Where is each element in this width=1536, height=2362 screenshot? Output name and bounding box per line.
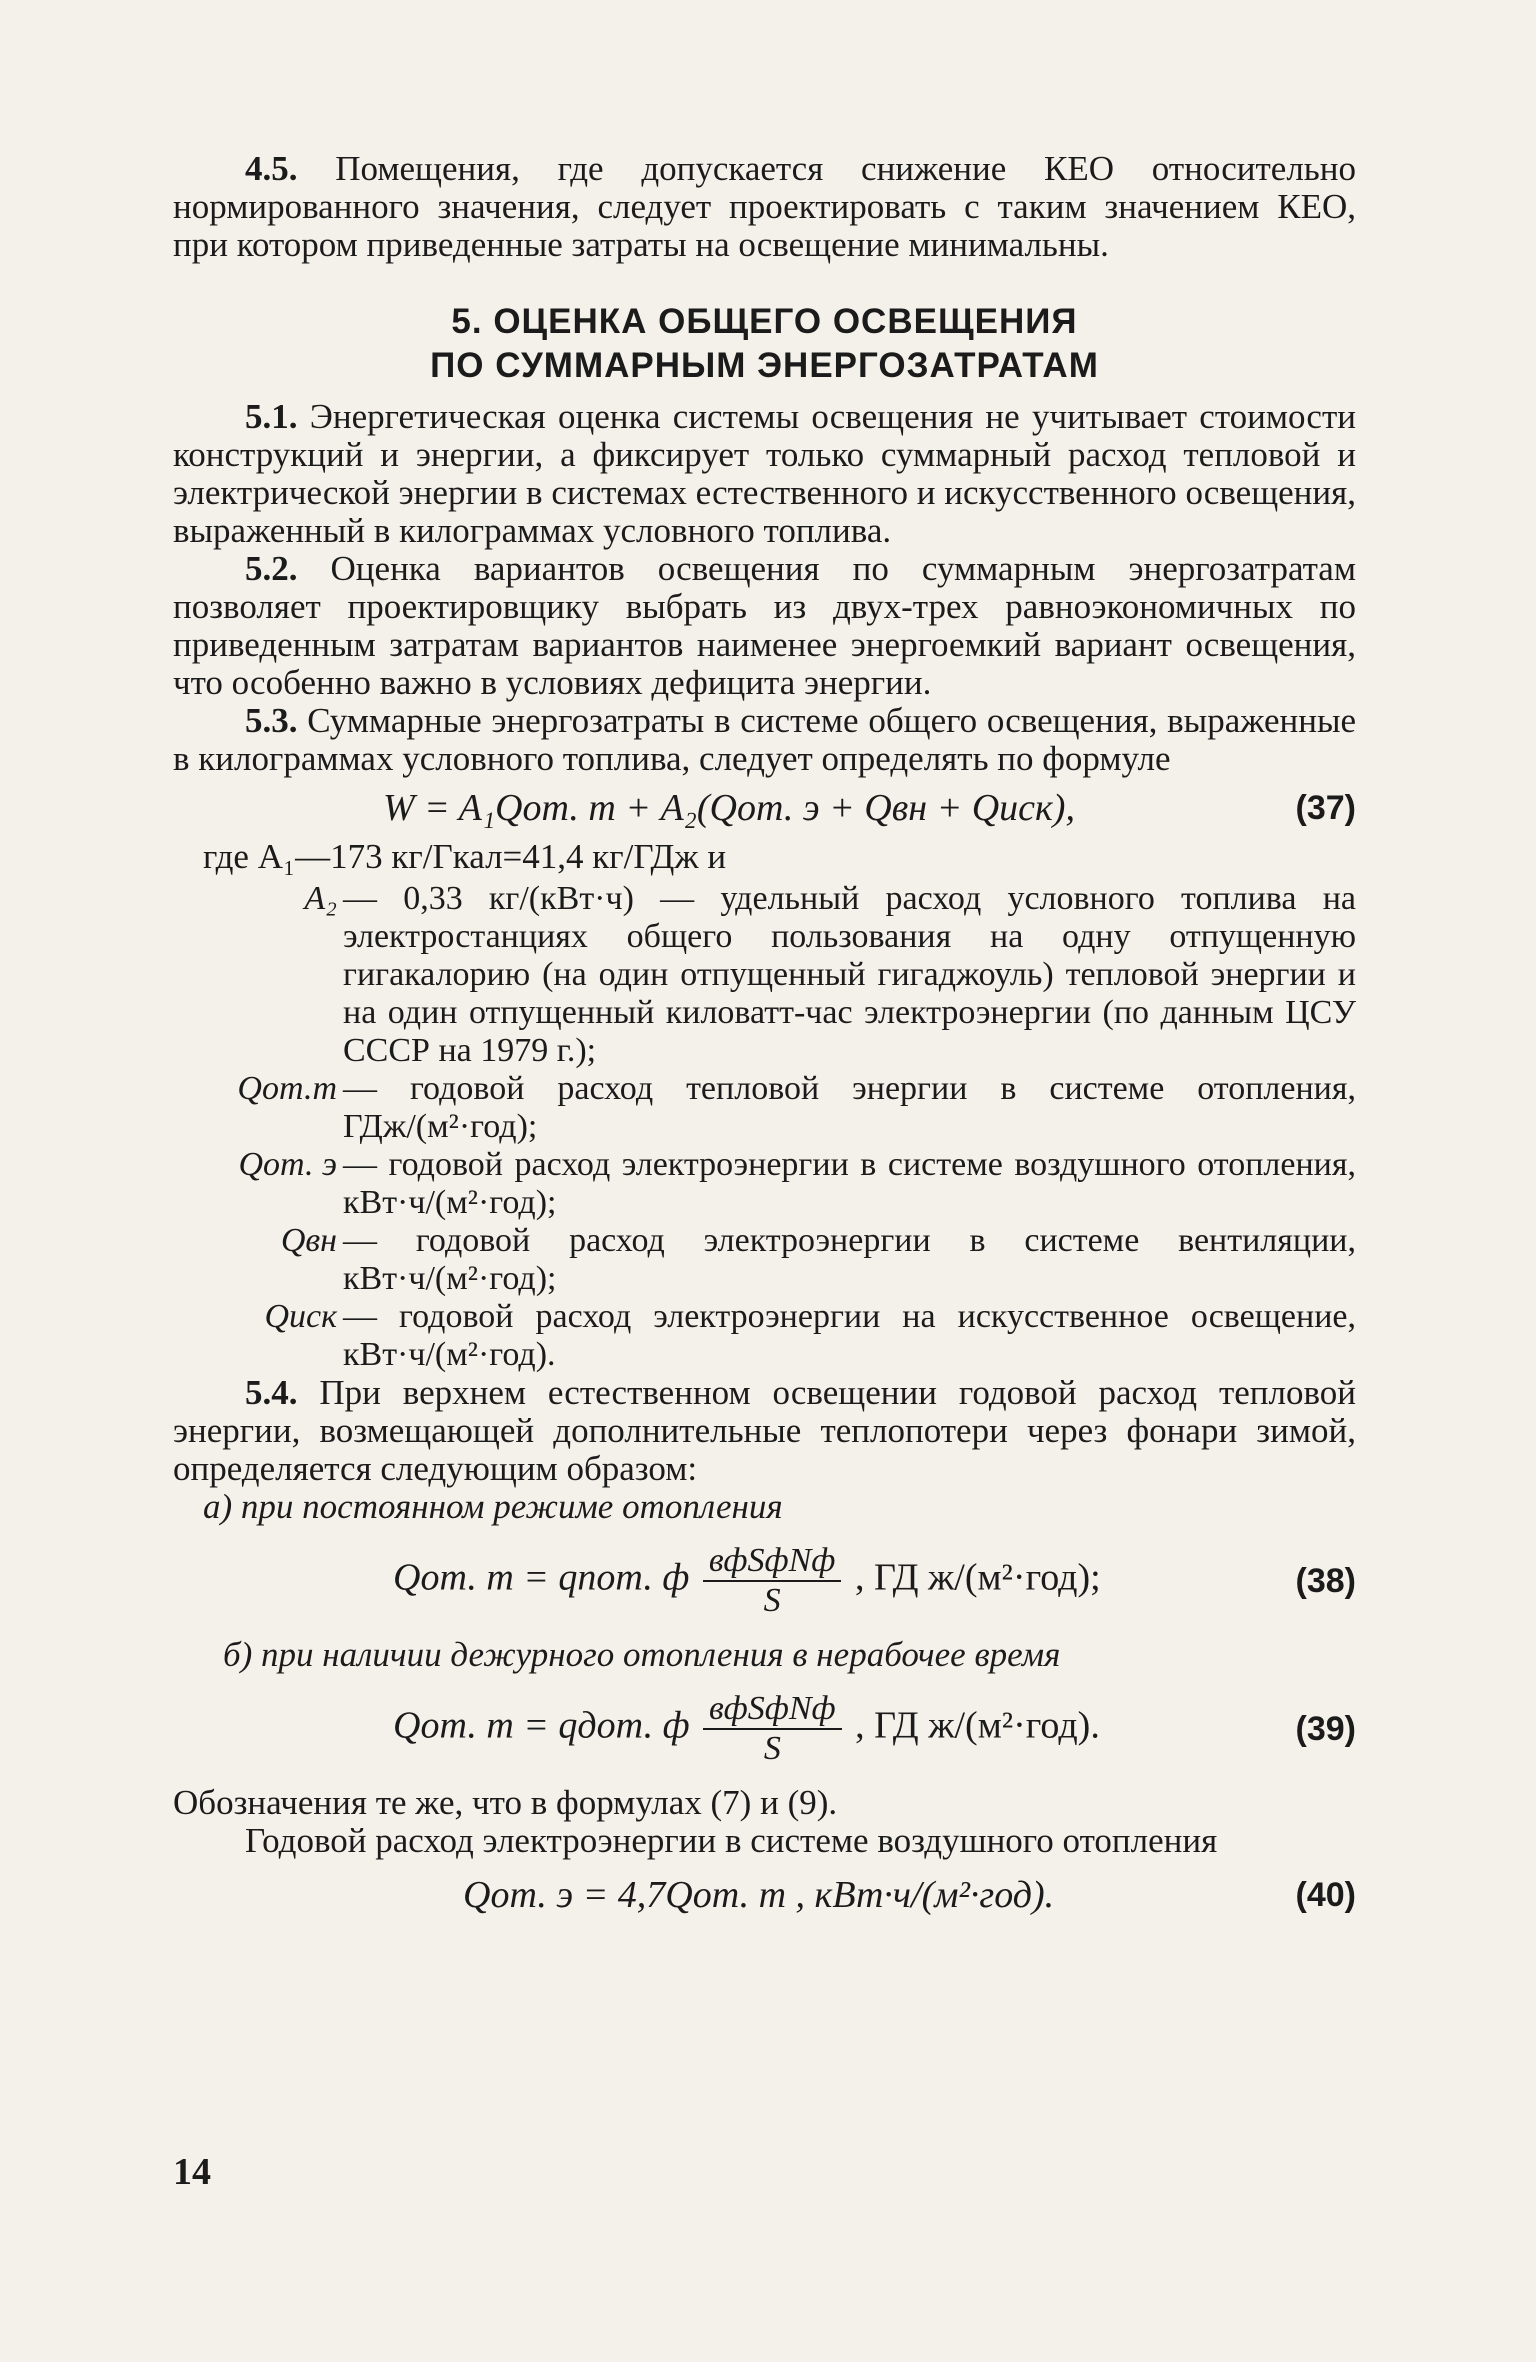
definition-a2: A₂ — 0,33 кг/(кВт·ч) — удельный расход условного топлива на электростанциях общего пользования на одну отпущенную гигакалорию (на один отпущенный гигаджоуль) тепловой энергии и на один отпущенный киловатт-час электроэнергии (по данным ЦСУ СССР на 1979 г.); <box>304 880 1356 1069</box>
page-number: 14 <box>173 2151 211 2193</box>
paragraph-5-4: 5.4. При верхнем естественном освещении годовой расход тепловой энергии, возмещающей дополнительные теплопотери через фонари зимой, определяется следующим образом: <box>173 1373 1356 1488</box>
definition-q-vn: Qвн — годовой расход электроэнергии в системе вентиляции, кВт·ч/(м²·год); <box>280 1222 1356 1297</box>
case-b-label: б) при наличии дежурного отопления в нерабочее время <box>223 1635 1061 1674</box>
definition-q-isk: Qиск — годовой расход электроэнергии на искусственное освещение, кВт·ч/(м²·год). <box>264 1298 1356 1373</box>
formula-38: Qот. т = qпот. ф $\frac{\text{вфSфNф}}{S}$ , ГД ж/(м²·год); (38) <box>393 1542 1356 1619</box>
formula-40-number: (40) <box>1295 1875 1356 1914</box>
formula-37-expression: W = A₁Qот. т + A₂(Qот. э + Qвн + Qиск), <box>383 787 1075 829</box>
paragraph-4-5: 4.5. Помещения, где допускается снижение КЕО относительно нормированного значения, следует проектировать с таким значением КЕО, при котором приведенные затраты на освещение минимальны. <box>173 149 1356 264</box>
note-text: Обозначения те же, что в формулах (7) и (9). <box>173 1783 838 1822</box>
formula-40: Qот. э = 4,7Qот. т , кВт·ч/(м²·год). (40) <box>463 1874 1356 1916</box>
formula-37 <box>173 778 1356 838</box>
formula-38-fraction: $\frac{\text{вфSфNф}}{S}$ <box>703 1542 842 1620</box>
definitions-list <box>173 880 1356 1374</box>
where-a1: где A₁—173 кг/Гкал=41,4 кг/ГДж и <box>203 837 727 876</box>
formula-39-lhs: Qот. т = qдот. ф <box>393 1704 690 1747</box>
formula-39-number: (39) <box>1295 1709 1356 1748</box>
formula-39: Qот. т = qдот. ф $\frac{\text{вфSфNф}}{S}$ , ГД ж/(м²·год). (39) <box>393 1690 1356 1767</box>
formula-38-number: (38) <box>1295 1561 1356 1600</box>
formula-38-lhs: Qот. т = qпот. ф <box>393 1556 690 1599</box>
paragraph-5-1: 5.1. Энергетическая оценка системы освещения не учитывает стоимости конструкций и энергии, а фиксирует только суммарный расход тепловой и электрической энергии в системах естественного и искусственного освещения, выраженный в килограммах условного топлива. <box>173 397 1356 550</box>
paragraph-5-2: 5.2. Оценка вариантов освещения по суммарным энергозатратам позволяет проектировщику выбрать из двух-трех равноэкономичных по приведенным затратам вариантов наименее энергоемкий вариант освещения, что особенно важно в условиях дефицита энергии. <box>173 549 1356 702</box>
paragraph-5-3: 5.3. Суммарные энергозатраты в системе общего освещения, выраженные в килограммах условного топлива, следует определять по формуле <box>173 701 1356 778</box>
formula-37-number: (37) <box>1295 788 1356 827</box>
definition-q-ot-e: Qот. э — годовой расход электроэнергии в системе воздушного отопления, кВт·ч/(м²·год); <box>238 1146 1356 1221</box>
paragraph-last: Годовой расход электроэнергии в системе воздушного отопления <box>245 1821 1218 1860</box>
page-body <box>173 150 1356 1930</box>
formula-39-fraction: $\frac{\text{вфSфNф}}{S}$ <box>703 1690 842 1768</box>
definition-q-ot-t: Qот.т — годовой расход тепловой энергии в системе отопления, ГДж/(м²·год); <box>237 1070 1356 1145</box>
case-a-label: а) при постоянном режиме отопления <box>203 1487 783 1526</box>
section-heading: 5. ОЦЕНКА ОБЩЕГО ОСВЕЩЕНИЯ ПО СУММАРНЫМ ЭНЕРГОЗАТРАТАМ <box>430 302 1099 385</box>
